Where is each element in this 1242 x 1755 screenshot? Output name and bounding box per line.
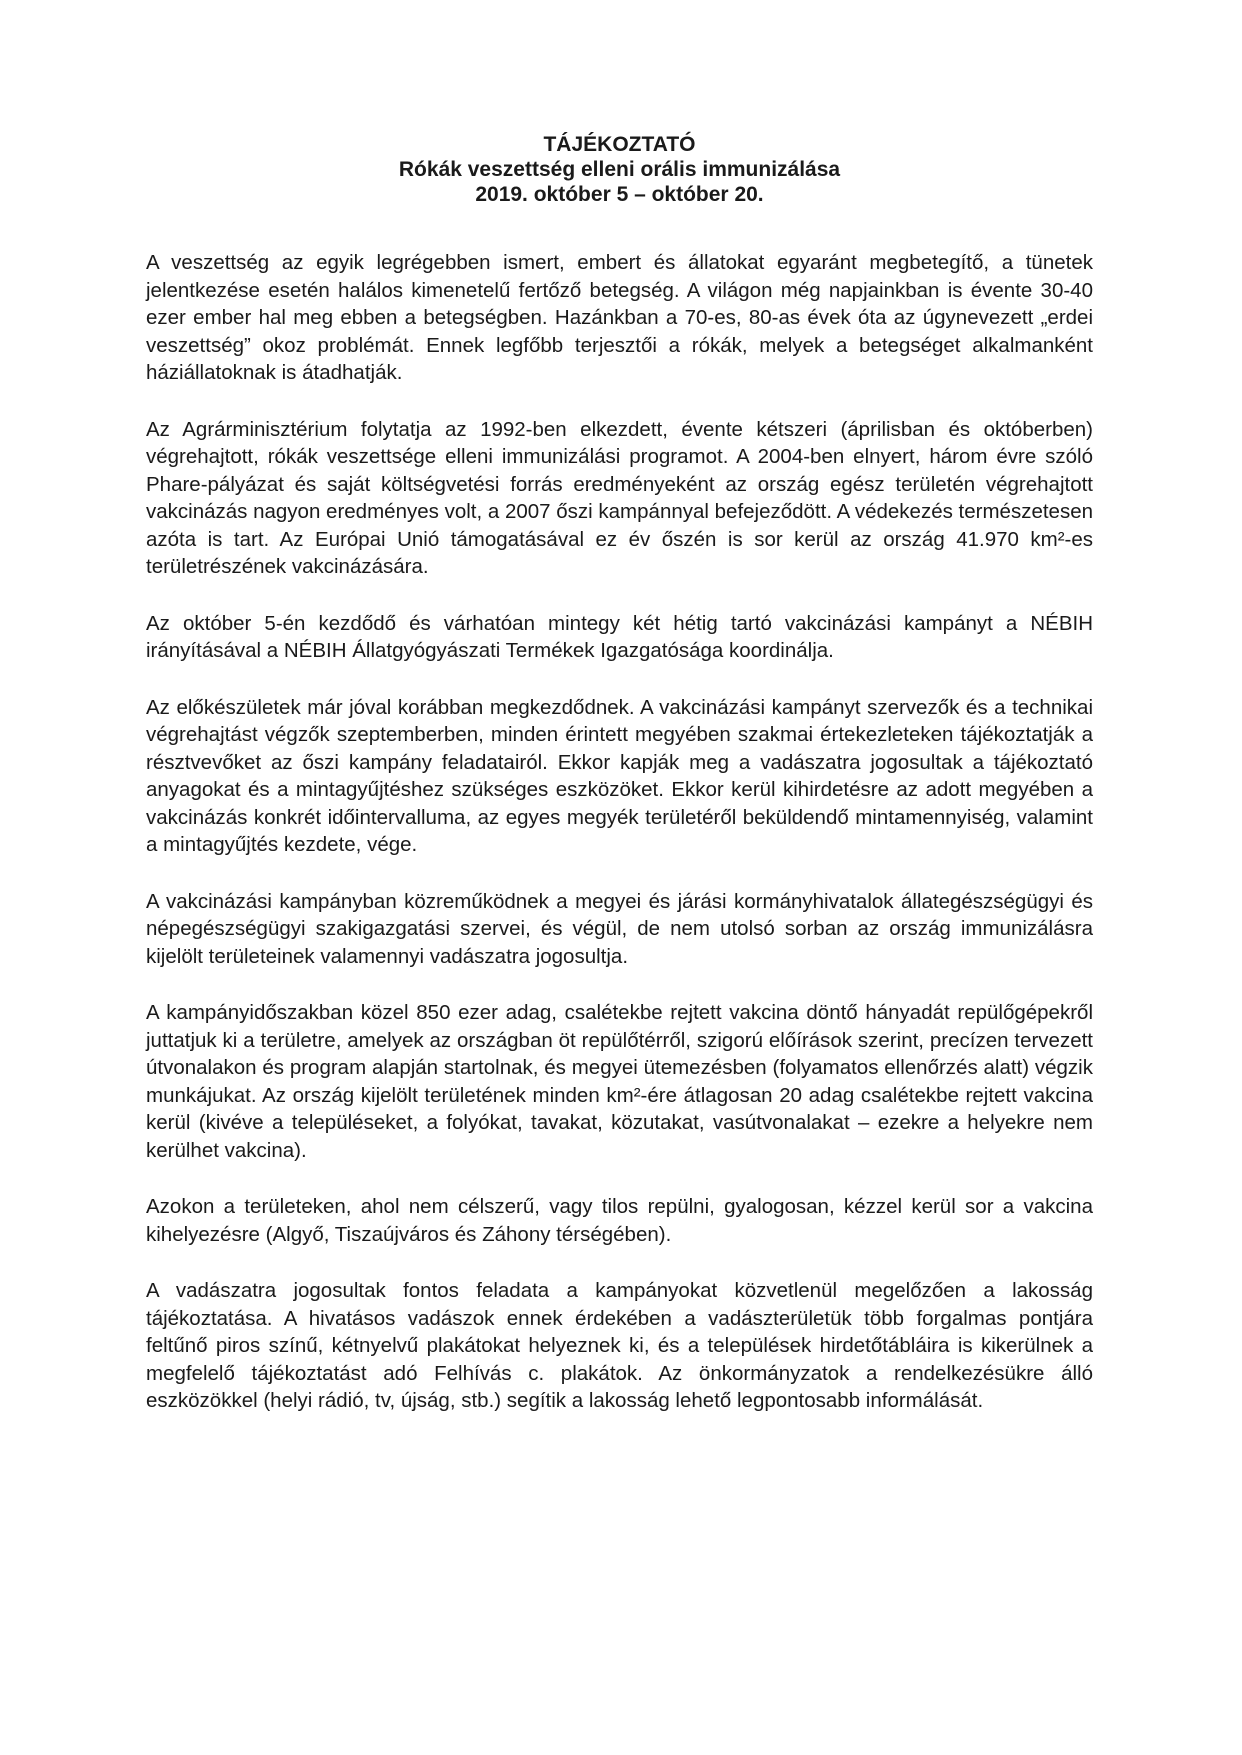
paragraph-manual-distribution: Azokon a területeken, ahol nem célszerű, vagy tilos repülni, gyalogosan, kézzel kerül sor a vakcina kihelyezésre (Algyő, Tiszaújváros és Záhony térségében). [146, 1195, 1093, 1246]
paragraph-campaign-coordination: Az október 5-én kezdődő és várhatóan mintegy két hétig tartó vakcinázási kampányt a NÉBIH irányításával a NÉBIH Állatgyógyászati Termékek Igazgatósága koordinálja. [146, 611, 1093, 662]
paragraph-preparations: Az előkészületek már jóval korábban megkezdődnek. A vakcinázási kampányt szervezők és a technikai végrehajtást végzők szeptemberben, minden érintett megyében szakmai értekezleteken tájékoztatják a résztvevőket az őszi kampány feladatairól. Ekkor kapják meg a vadászatra jogosultak a tájékoztató anyagokat és a mintagyűjtéshez szükséges eszközöket. Ekkor kerül kihirdetésre az adott megyében a vakcinázás konkrét időintervalluma, az egyes megyék területéről beküldendő mintamennyiség, valamint a mintagyűjtés kezdete, vége. [146, 695, 1093, 856]
document-subtitle: Rókák veszettség elleni orális immunizálása [398, 158, 841, 181]
paragraph-immunization-program: Az Agrárminisztérium folytatja az 1992-ben elkezdett, évente kétszeri (áprilisban és októberben) végrehajtott, rókák veszettsége elleni immunizálási programot. A 2004-ben elnyert, három évre szóló Phare-pályázat és saját költségvetési forrás eredményeként az ország egész területén végrehajtott vakcinázás nagyon eredményes volt, a 2007 őszi kampánnyal befejeződött. A védekezés természetesen azóta is tart. Az Európai Unió támogatásával ez év őszén is sor kerül az ország 41.970 km²-es területrészének vakcinázására. [146, 417, 1093, 578]
paragraph-participants: A vakcinázási kampányban közreműködnek a megyei és járási kormányhivatalok állategészségügyi és népegészségügyi szakigazgatási szervei, és végül, de nem utolsó sorban az ország immunizálásra kijelölt területeinek valamennyi vadászatra jogosultja. [146, 889, 1093, 968]
document-title: TÁJÉKOZTATÓ [543, 133, 696, 156]
paragraph-rabies-intro: A veszettség az egyik legrégebben ismert, embert és állatokat egyaránt megbetegítő, a tünetek jelentkezése esetén halálos kimenetelű fertőző betegség. A világon még napjainkban is évente 30-40 ezer ember hal meg ebben a betegségben. Hazánkban a 70-es, 80-as évek óta az úgynevezett „erdei veszettség” okoz problémát. Ennek legfőbb terjesztői a rókák, melyek a betegséget alkalmanként háziállatoknak is átadhatják. [146, 251, 1093, 384]
document-body [146, 249, 1093, 1415]
document-page [146, 132, 1093, 1415]
document-header [146, 132, 1093, 207]
paragraph-public-information: A vadászatra jogosultak fontos feladata a kampányokat közvetlenül megelőzően a lakosság tájékoztatása. A hivatásos vadászok ennek érdekében a vadászterületük több forgalmas pontjára feltűnő piros színű, kétnyelvű plakátokat helyeznek ki, és a települések hirdetőtábláira is kikerülnek a megfelelő tájékoztatást adó Felhívás c. plakátok. Az önkormányzatok a rendelkezésükre álló eszközökkel (helyi rádió, tv, újság, stb.) segítik a lakosság lehető legpontosabb informálását. [146, 1279, 1093, 1412]
document-dates: 2019. október 5 – október 20. [475, 183, 764, 206]
paragraph-aerial-distribution: A kampányidőszakban közel 850 ezer adag, csalétekbe rejtett vakcina döntő hányadát repülőgépekről juttatjuk ki a területre, amelyek az országban öt repülőtérről, szigorú előírások szerint, precízen tervezett útvonalakon és program alapján startolnak, és megyei ütemezésben (folyamatos ellenőrzés alatt) végzik munkájukat. Az ország kijelölt területének minden km²-ére átlagosan 20 adag csalétekbe rejtett vakcina kerül (kivéve a településeket, a folyókat, tavakat, közutakat, vasútvonalakat – ezekre a helyekre nem kerülhet vakcina). [146, 1001, 1093, 1162]
